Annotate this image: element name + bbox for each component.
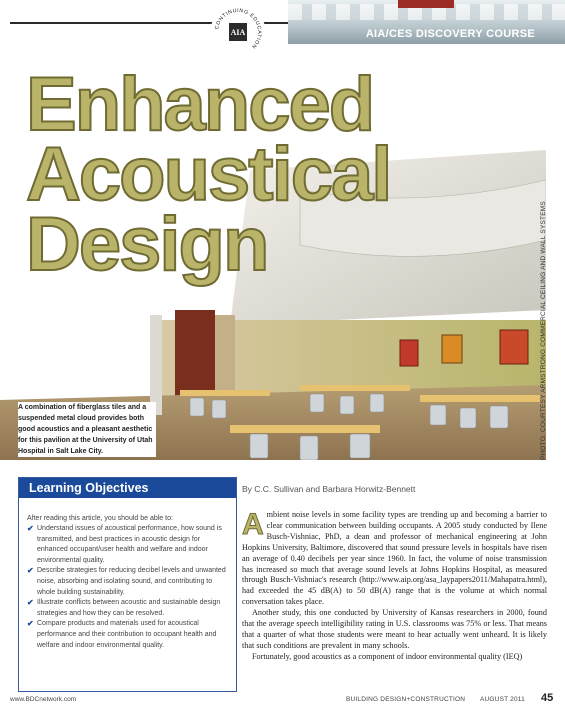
title-line-3: Design	[26, 202, 268, 287]
paragraph-3: Fortunately, good acoustics as a component of indoor environmental quality (IEQ)	[252, 651, 523, 661]
objective-text: Illustrate conflicts between acoustic and sustainable design strategies and how they can be resolved.	[37, 599, 221, 617]
list-item	[27, 524, 228, 566]
badge-ring-text: CONTINUING EDUCATION	[214, 7, 263, 50]
page-footer	[10, 694, 555, 708]
article-body	[242, 510, 547, 663]
title-line-1: Enhanced	[26, 62, 374, 147]
page-number: 45	[541, 692, 554, 704]
drop-cap: A	[242, 508, 264, 541]
title-line-2: Acoustical	[26, 132, 391, 217]
footer-website: www.BDCnetwork.com	[10, 696, 77, 703]
objective-text: Understand issues of acoustical performance, how sound is transmitted, and best practices in acoustic design for enhanced occupant/user health and welfare and indoor environmental quality.	[37, 525, 222, 564]
byline: By C.C. Sullivan and Barbara Horwitz-Bennett	[242, 484, 416, 494]
badge-center-text: AIA	[230, 28, 246, 37]
photo-caption: A combination of fiberglass tiles and a suspended metal cloud provides both good acoustics and a pleasant aesthetic for this pavilion at the University of Utah Hospital in Salt Lake City.	[18, 402, 156, 457]
list-item	[27, 566, 228, 598]
checkmark-icon: ✔	[27, 619, 34, 629]
checkmark-icon: ✔	[27, 598, 34, 608]
list-item	[27, 619, 228, 651]
banner-label: AIA/CES DISCOVERY COURSE	[365, 28, 535, 40]
paragraph-1: mbient noise levels in some facility types are trending up and becoming a barrier to clear communication between building occupants. A 2005 study conducted by Ilene Busch-Vishniac, PhD, a dean and professor of mechanical engineering at John Hopkins University, Baltimore, discovered that sound pressure levels in hospitals have risen an average of 0.40 decibels per year since 1960. In fact, the volume of noise transmission has increased so much that average sound levels at Johns Hopkins Hospital, as measured through Busch-Vishniac's research (http://www.aip.org/asa_laypapers2011/Mahapatra.html), had exceeded the 45 dB(A) to 50 dB(A) range that is the volume at which normal conversation takes place.	[242, 510, 547, 607]
checkmark-icon: ✔	[27, 566, 34, 576]
paragraph-2: Another study, this one conducted by University of Kansas researchers in 2000, found that the average speech intelligibility rating in U.S. classrooms was 75% or less. That means that a quarter of what those students were meant to hear actually went unheard. It is likely that such conditions are prevalent in many schools.	[242, 608, 547, 650]
objective-text: Describe strategies for reducing decibel levels and unwanted noise, absorbing and isolating sound, and contributing to whole building sustainability.	[37, 567, 226, 596]
objective-text: Compare products and materials used for acoustical performance and their contribution to occupant health and welfare and indoor environmental quality.	[37, 620, 217, 649]
checkmark-icon: ✔	[27, 524, 34, 533]
footer-publication: BUILDING DESIGN+CONSTRUCTION	[346, 696, 466, 703]
footer-date: AUGUST 2011	[480, 696, 525, 703]
article-title	[26, 62, 391, 287]
learning-objectives-heading: Learning Objectives	[19, 478, 236, 498]
learning-objectives-intro: After reading this article, you should be able to:	[27, 515, 173, 522]
banner-red-accent	[398, 0, 454, 8]
continuing-education-badge	[210, 4, 266, 60]
learning-objectives-list	[19, 524, 236, 651]
list-item	[27, 598, 228, 619]
photo-credit: PHOTO: COURTESY ARMSTRONG COMMERCIAL CEILING AND WALL SYSTEMS	[540, 201, 547, 460]
learning-objectives-box	[18, 477, 237, 692]
